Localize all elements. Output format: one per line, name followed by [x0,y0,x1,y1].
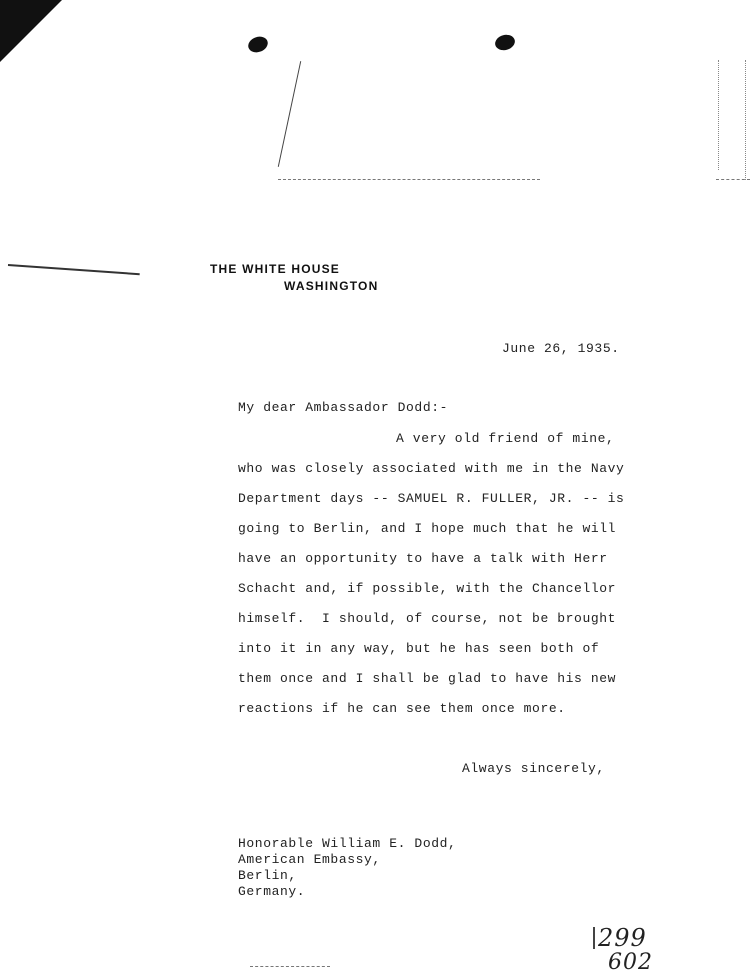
body-line: into it in any way, but he has seen both of [238,641,600,656]
scan-dashed-line [250,966,330,967]
address-line: Honorable William E. Dodd, [238,836,457,851]
scan-edge-dots [718,60,721,170]
letter-date: June 26, 1935. [502,341,620,356]
body-line: who was closely associated with me in the Navy [238,461,625,476]
body-line: Schacht and, if possible, with the Chancellor [238,581,617,596]
body-line: Department days -- SAMUEL R. FULLER, JR. -- is [238,491,625,506]
body-line: A very old friend of mine, [396,431,615,446]
letterhead-city: WASHINGTON [284,279,379,293]
punch-hole-right [493,33,516,53]
handwritten-mark [593,927,595,949]
address-line: American Embassy, [238,852,381,867]
body-line: himself. I should, of course, not be brought [238,611,617,626]
body-line: reactions if he can see them once more. [238,701,566,716]
scan-streak [8,264,140,275]
address-line: Berlin, [238,868,297,883]
handwritten-archive-number: 299 [598,924,647,952]
scan-mark-line [278,61,301,167]
letter-salutation: My dear Ambassador Dodd:- [238,400,449,415]
letter-closing: Always sincerely, [462,761,605,776]
body-line: going to Berlin, and I hope much that he will [238,521,617,536]
scan-edge-line [716,179,750,180]
handwritten-archive-number: 602 [608,950,653,975]
scan-corner-shadow [0,0,62,62]
letterhead-title: THE WHITE HOUSE [210,262,341,276]
address-line: Germany. [238,884,306,899]
punch-hole-left [246,34,270,55]
scan-edge-dots [745,60,748,180]
body-line: have an opportunity to have a talk with Herr [238,551,608,566]
body-line: them once and I shall be glad to have his new [238,671,617,686]
scan-dashed-line [278,179,540,180]
